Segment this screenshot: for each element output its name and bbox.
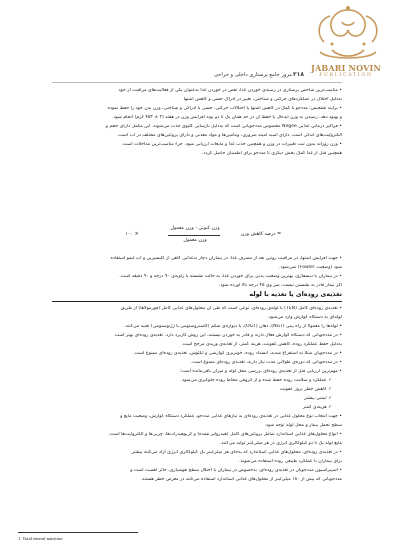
page-number: ۲۱۸ — [293, 71, 304, 78]
formula-numerator: وزن کنونی - وزن معمول — [170, 226, 220, 231]
formula-denominator: وزن معمول — [183, 238, 207, 243]
formula-result: = درصد کاهش وزن — [240, 232, 282, 237]
text-line: • در بیماران با دیسفاژی، بهترین وضعیت بدنی برای خوردن غذا، به حالت نشسته با زاویه‌ی ۹۰ درجه و ۹۰ دقیقه است. — [119, 274, 342, 279]
text-line: اگر بیمار قادر به نشستن نیست، سر وی ۴۵ درجه بالا آورده شود. — [218, 283, 342, 288]
check-line: ✓ عملکرد و سلامت روده حفظ شده و از آتروفی مخاط روده جلوگیری می‌شود. — [180, 378, 332, 383]
text-line: شود (وضعیت Fowler) نمی‌شود. — [278, 265, 342, 270]
text-line: برای بیماران با عملکرد طبیعی روده استفاده می‌شوند. — [239, 459, 342, 464]
footnote: 1. Total enteral nutrition — [18, 536, 63, 541]
header-rule — [52, 82, 342, 83]
paragraph-block-3 — [52, 306, 342, 486]
text-line: سطح تحمل بیمار و محل لوله توجه شود. — [264, 423, 342, 428]
text-line: • لوله‌ها را معمولاً از راه بینی (NGT)، دهان (OGT)، یا دیواره‌ی شکم (گاستروستومی یا ژژنوستومی) تعبیه می‌کنند. — [124, 324, 342, 329]
running-title: مرور جامع پرستاری داخلی و جراحی — [213, 72, 292, 78]
text-line: • مهم‌ترین ارزیابی قبل از تغذیه‌ی روده‌ای بررسی محل لوله و میزان باقی‌مانده است: — [179, 369, 342, 374]
section-rule — [52, 301, 342, 302]
formula-multiplier: × ۱۰۰ — [125, 232, 139, 237]
text-line: و بهبود دهد. رسیدن به وزن ایده‌آل یا حفظ آن در حد همان یک تا دو پوند افزایش وزن در هفته (۲ ± ۴۵۳ گرم) انجام شود. — [112, 115, 342, 120]
text-line: مایع لوله یک تا دو کیلوکالری انرژی در هر میلی‌لیتر تولید می‌کنند. — [219, 441, 342, 446]
text-line: • در مددجویانی که دستگاه گوارش فعال دارند و قادر به خوردن نیستند، این روش کاربرد دارد. تغذیه‌ی روده‌ای بهتر است — [114, 333, 342, 338]
text-line: • در مددجویانی که دوره‌ی طولانی مدت نیاز دارند، تغذیه‌ی روده‌ای ممنوع است. — [190, 360, 342, 365]
text-line: • تغذیه‌ی روده‌ای کامل (TEN) یا لوله‌ی روده‌ای، نوعی است که طی آن محلول‌های غذایی کامل (فورمولا‌ها) از طریق — [120, 306, 342, 311]
text-line: • جهت انتخاب نوع محلول غذایی در تغذیه‌ی روده‌ای به نیازهای غذایی مددجو، عملکرد دستگاه گوارش، وضعیت مایع و — [120, 414, 342, 419]
text-line: همچنین قبل از غذا کمک بخش دیگری تا مددجو برای اطمینان حاصل گردد. — [201, 151, 342, 156]
check-line: ✓ کاهش خطر بروز عفونت — [279, 387, 332, 392]
text-line: به‌دلیل اختلال در عملکردهای حرکتی و شناختی، تغییر در ادراک حسی و کاهش اشتها — [183, 97, 342, 102]
text-line: • در مددجویان مبتلا به استفراغ شدید، انسداد روده، خونریزی گوارشی و ایلئوس، تغذیه‌ی روده‌ای ممنوع است. — [133, 351, 342, 356]
formula-fraction-bar — [168, 235, 220, 236]
text-line: به‌دلیل حفظ عملکرد روده، کاهش عفونت، هزینه کمتر، از تغذیه‌ی وریدی مرجح است. — [181, 342, 342, 347]
text-line: • فراگیر درمانی غذایی Negee مخصوص مددجویانی است که به‌دلیل نارسایی کلیوی جذب می‌شوند. این مکمل دارای حجم و — [105, 124, 342, 129]
text-line: • آسپیراسیون مددجویان در تغذیه‌ی روده‌ای، به‌خصوص در بیماران با اختلال سطح هوشیاری، حائز اهمیت است و — [130, 468, 342, 473]
text-line: • انواع محلول‌های غذایی استاندارد شامل پروتئین‌های کامل (هیدرولیز نشده) و کربوهیدرات‌ها، چربی‌ها و الکترولیت‌ها است. — [108, 432, 342, 437]
paragraph-block-2 — [52, 256, 342, 292]
logo-title: JABARI NOVIN — [311, 63, 381, 73]
text-line: الکترولیت‌های اندکی است. دارای اسید آمینه ضروری، ویتامین‌ها و مواد معدنی و دارای پروتئین‌های مختلف در آب است. — [117, 133, 342, 138]
check-line: ✓ هزینه‌ی کمتر — [302, 405, 332, 410]
check-line: ✓ ایمنی بیشتر — [304, 396, 332, 401]
text-line: لوله‌ای به دستگاه گوارش وارد می‌شود. — [267, 315, 342, 320]
section-heading: تغذیه‌ی روده‌ای یا تغذیه با لوله — [249, 291, 342, 298]
text-line: • جهت افزایش اشتها، در مراقبت روتین بعد از مصرف غذا، در بیماران دچار بدغذایی گاهی از گلیسیرین و آب لیمو استفاده — [110, 256, 342, 261]
paragraph-block-1 — [52, 88, 342, 160]
text-line: • در تغذیه‌ی روده‌ای، محلول‌های غذایی استاندارد که به‌جای هر میلی‌لیتر یک کیلوکالری انرژی آزاد می‌کنند بیشتر — [131, 450, 342, 455]
text-line: • برآیند تشخیص: مددجو با کمک در کاهش اشتها یا اختلالات حرکتی، حسی یا ادراکی و شناختی، وزن بدن خود را حفظ نموده — [107, 106, 342, 111]
text-line: • وزن روزانه بدون ثبت تغییرات در وزن و همچنین جذب غذا و مایعات ارزیابی شود. جزء مناسب‌ترین مداخلات است. — [121, 142, 342, 147]
text-line: مددجویانی که بیش از ۱۸۰ میلی‌لیتر از محلول‌های غذایی استاندارد استفاده می‌کنند در معرض خطر هستند. — [140, 477, 342, 482]
text-line: • مناسب‌ترین شاخص پرستاری در زمینه‌ی خوردن غذا، نقص در خوردن غذا به‌عنوان یکی از فعالیت‌های مراقبت از خود — [118, 88, 342, 93]
logo-subtitle: PUBLICATION — [319, 73, 373, 78]
footnote-rule — [18, 532, 138, 533]
